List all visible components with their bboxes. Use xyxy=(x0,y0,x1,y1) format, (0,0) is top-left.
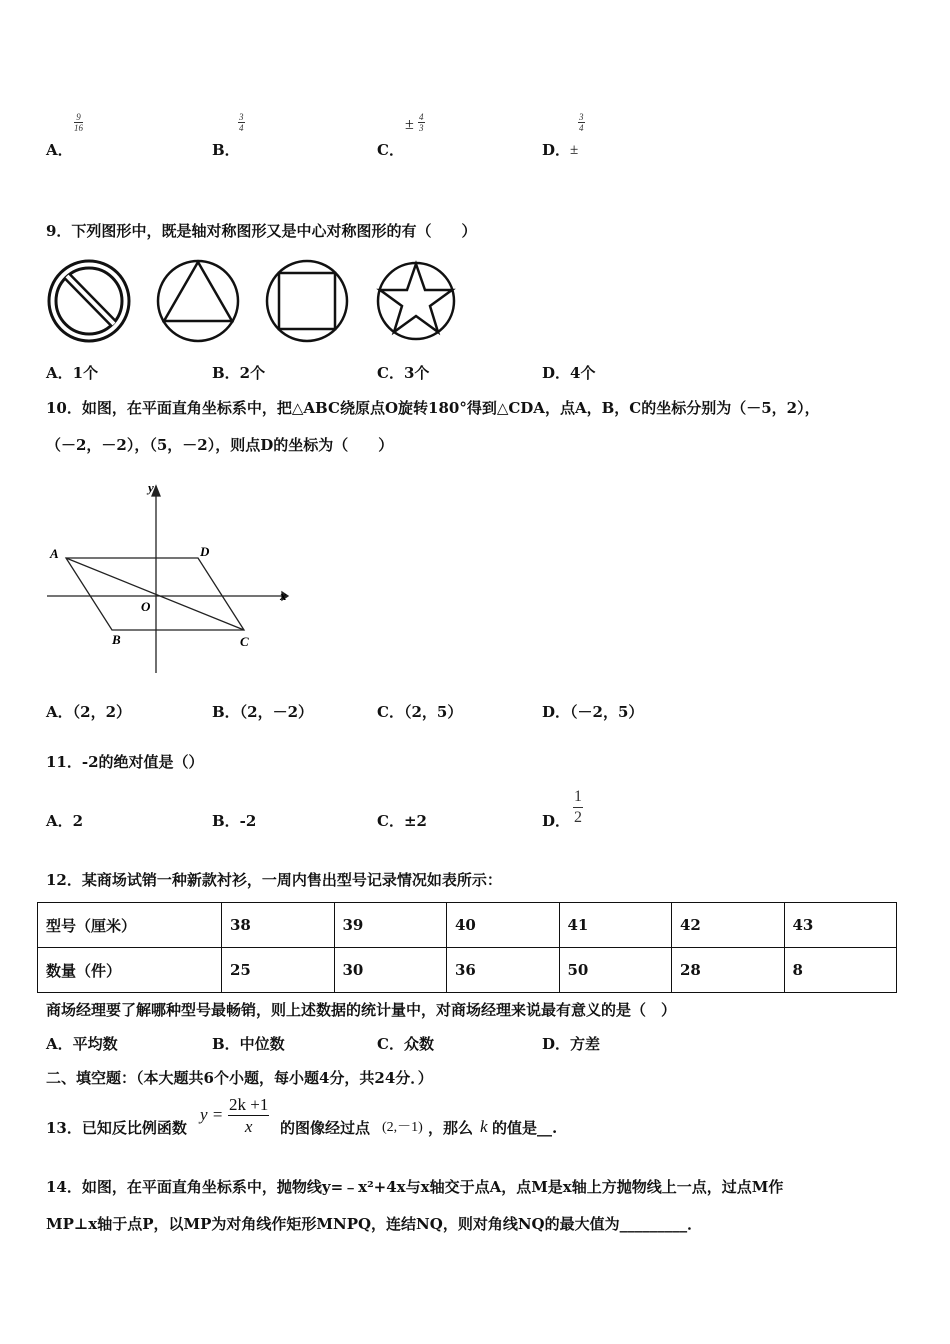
denominator: x xyxy=(244,1117,253,1136)
q11-option-c: C．±2 xyxy=(377,812,427,830)
q12-option-a: A．平均数 xyxy=(46,1035,118,1053)
q8-a-fraction xyxy=(74,112,83,133)
q13-text-mid2: ，那么 xyxy=(428,1119,474,1137)
table-cell: 42 xyxy=(672,903,785,948)
q10-coordinate-figure xyxy=(44,478,292,680)
table-cell: 8 xyxy=(784,948,897,993)
q11-option-d: D． xyxy=(542,812,571,830)
q13-k: k xyxy=(480,1117,488,1136)
label-b: B xyxy=(112,632,121,647)
denominator: 4 xyxy=(579,123,584,133)
circle-star-figure xyxy=(378,263,454,339)
q11-option-a: A．2 xyxy=(46,812,84,830)
numerator: 1 xyxy=(573,787,583,808)
numerator: 9 xyxy=(74,112,83,123)
q13-text-mid: 的图像经过点 xyxy=(280,1119,371,1137)
denominator: 2 xyxy=(574,809,582,826)
q8-c-pm: ± xyxy=(405,116,414,133)
q13-text-pre: 13．已知反比例函数 xyxy=(46,1119,187,1137)
q9-option-d: D．4个 xyxy=(542,364,596,382)
q11-option-b: B．-2 xyxy=(212,812,257,830)
q13-fraction xyxy=(228,1094,269,1137)
q8-d-fraction xyxy=(578,112,585,133)
denominator: 3 xyxy=(419,123,424,133)
table-cell: 28 xyxy=(672,948,785,993)
q10-option-a: A．（2，2） xyxy=(46,703,132,721)
q9-option-c: C．3个 xyxy=(377,364,430,382)
q10-option-c: C．（2，5） xyxy=(377,703,463,721)
q10-text-line2: （－2，－2），（5，－2），则点D的坐标为（ ） xyxy=(46,436,394,454)
label-a: A xyxy=(50,546,59,561)
table-cell: 25 xyxy=(222,948,335,993)
numerator: 4 xyxy=(419,112,424,122)
q12-text: 12．某商场试销一种新款衬衫，一周内售出型号记录情况如表所示： xyxy=(46,871,502,889)
table-cell: 30 xyxy=(334,948,447,993)
q10-text-line1: 10．如图，在平面直角坐标系中，把△ABC绕原点O旋转180°得到△CDA，点A，B，C的坐标分别为（－5，2）， xyxy=(46,399,820,417)
table-cell: 36 xyxy=(447,948,560,993)
q12-option-d: D．方差 xyxy=(542,1035,601,1053)
table-cell: 40 xyxy=(447,903,560,948)
q8-b-fraction xyxy=(238,112,245,133)
q11-text: 11．-2的绝对值是（） xyxy=(46,753,204,771)
circle-square-figure xyxy=(267,261,347,341)
table-row xyxy=(38,903,897,948)
denominator: 4 xyxy=(239,123,244,133)
q8-option-d: D． xyxy=(542,141,571,159)
table-cell: 41 xyxy=(559,903,672,948)
q10-option-b: B．（2，－2） xyxy=(212,703,314,721)
q12-option-c: C．众数 xyxy=(377,1035,434,1053)
q10-option-d: D．（－2，5） xyxy=(542,703,644,721)
table-cell: 38 xyxy=(222,903,335,948)
circle-slash-figure xyxy=(49,261,129,341)
table-cell: 43 xyxy=(784,903,897,948)
q12-option-b: B．中位数 xyxy=(212,1035,285,1053)
q14-text-line2: MP⊥x轴于点P，以MP为对角线作矩形MNPQ，连结NQ，则对角线NQ的最大值为_________． xyxy=(46,1215,703,1233)
q14-text-line1: 14．如图，在平面直角坐标系中，抛物线y=﹣x²+4x与x轴交于点A，点M是x轴上方抛物线上一点，过点M作 xyxy=(46,1178,784,1196)
table-cell: 型号（厘米） xyxy=(38,903,222,948)
diagonal-ac xyxy=(66,558,244,630)
q9-text: 9．下列图形中，既是轴对称图形又是中心对称图形的有（ ） xyxy=(46,222,477,240)
q13-text-post: 的值是__. xyxy=(492,1119,558,1137)
table-cell: 数量（件） xyxy=(38,948,222,993)
numerator: 3 xyxy=(579,112,584,122)
label-x: x xyxy=(280,588,287,603)
denominator: 16 xyxy=(74,123,83,133)
q8-c-fraction xyxy=(418,112,425,133)
q11-d-fraction xyxy=(573,787,583,828)
label-d: D xyxy=(200,544,210,559)
section-2-heading: 二、填空题：（本大题共6个小题，每小题4分，共24分．） xyxy=(46,1069,433,1087)
q9-figures xyxy=(44,256,458,348)
q9-option-a: A．1个 xyxy=(46,364,99,382)
circle-triangle-figure xyxy=(158,261,238,341)
q9-option-b: B．2个 xyxy=(212,364,266,382)
q8-option-a: A． xyxy=(46,141,73,159)
q12-size-table xyxy=(37,902,897,993)
label-y: y xyxy=(148,480,154,495)
q8-option-b: B． xyxy=(212,141,240,159)
q13-point: (2,－1) xyxy=(382,1120,423,1135)
numerator: 2k +1 xyxy=(229,1095,269,1114)
label-c: C xyxy=(240,634,249,649)
table-cell: 50 xyxy=(559,948,672,993)
q8-option-c: C． xyxy=(377,141,404,159)
table-row xyxy=(38,948,897,993)
numerator: 3 xyxy=(239,112,244,122)
table-cell: 39 xyxy=(334,903,447,948)
q12-question: 商场经理要了解哪种型号最畅销，则上述数据的统计量中，对商场经理来说最有意义的是（ ） xyxy=(46,1001,677,1019)
q8-d-pm: ± xyxy=(570,142,579,158)
q13-y-equals: y = xyxy=(200,1105,224,1124)
label-o: O xyxy=(141,599,151,614)
